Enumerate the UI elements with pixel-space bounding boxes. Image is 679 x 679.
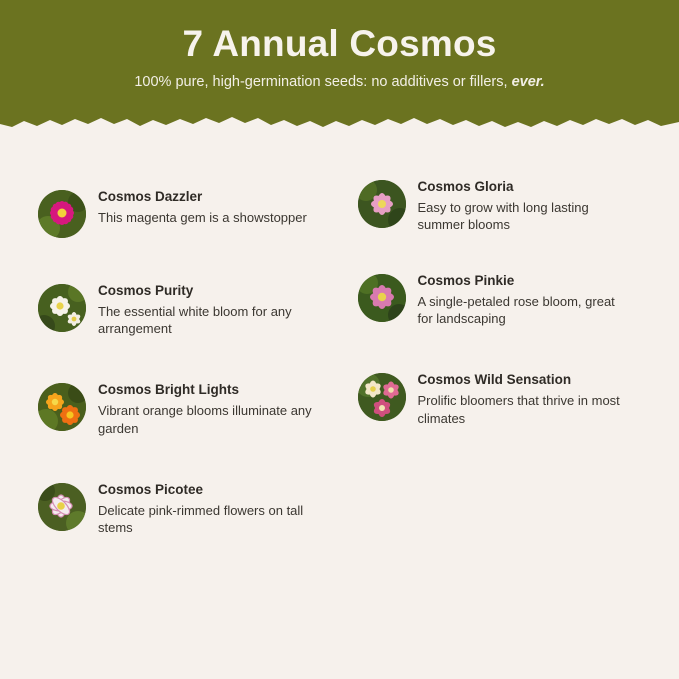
list-item (342, 179, 646, 238)
item-description: The essential white bloom for any arrangement (98, 303, 292, 337)
subtitle-emphasis: ever. (511, 74, 545, 91)
list-item (38, 381, 342, 436)
torn-paper-edge-icon (0, 111, 679, 136)
flower-thumbnail-magenta-icon (38, 190, 86, 238)
flower-thumbnail-picotee-icon (38, 483, 86, 531)
items-grid (38, 179, 645, 580)
flower-thumbnail-white-icon (38, 284, 86, 332)
header-band (0, 0, 679, 136)
item-description: Vibrant orange blooms illuminate any garden (98, 403, 312, 436)
page-subtitle (0, 74, 679, 90)
item-description: Prolific bloomers that thrive in most climates (417, 393, 620, 426)
item-title: Cosmos Picotee (98, 481, 204, 497)
flower-thumbnail-rose-icon (358, 274, 406, 322)
list-item-text (98, 282, 328, 337)
list-item-text (418, 371, 632, 426)
item-description: This magenta gem is a showstopper (98, 209, 307, 225)
item-description: A single-petaled rose bloom, great for landscaping (417, 293, 615, 327)
list-item-text (98, 188, 307, 226)
list-item (38, 282, 342, 337)
header-text-block (0, 0, 679, 90)
flower-thumbnail-orange-icon (38, 383, 86, 431)
list-item-text (98, 481, 328, 536)
list-item-text (98, 381, 328, 436)
item-title: Cosmos Dazzler (98, 189, 203, 204)
subtitle-main: 100% pure, high-germination seeds: no additives or fillers, (134, 74, 512, 91)
list-item-text (418, 272, 632, 327)
item-title: Cosmos Pinkie (417, 273, 515, 288)
items-content (0, 136, 679, 580)
item-title: Cosmos Purity (98, 283, 194, 298)
item-title: Cosmos Bright Lights (98, 382, 239, 398)
flower-thumbnail-mixed-icon (358, 373, 406, 421)
page-title: 7 Annual Cosmos (182, 23, 497, 64)
item-description: Delicate pink-rimmed flowers on tall stems (98, 502, 304, 536)
item-title: Cosmos Gloria (417, 179, 514, 194)
list-item (38, 188, 342, 238)
list-item (342, 273, 646, 337)
list-item-text (418, 178, 632, 233)
list-item (342, 372, 646, 436)
list-item (38, 481, 342, 536)
flower-thumbnail-pink-white-icon (358, 180, 406, 228)
item-title: Cosmos Wild Sensation (417, 372, 572, 388)
item-description: Easy to grow with long lasting summer blooms (417, 199, 589, 233)
